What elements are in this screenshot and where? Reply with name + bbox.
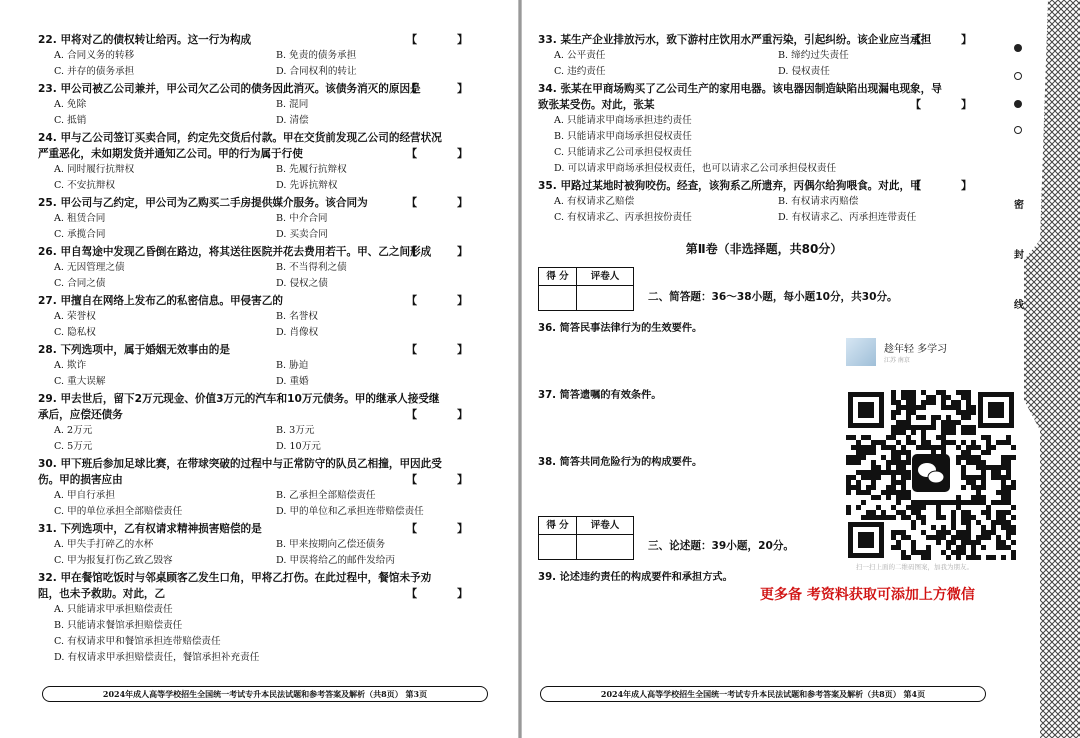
question-stem	[38, 32, 486, 48]
page-footer-right: 2024年成人高等学校招生全国统一考试专升本民法试题和参考答案及解析（共8页） 第4页	[540, 686, 986, 702]
question-block	[38, 195, 486, 243]
question-stem	[38, 130, 486, 162]
option-item: D. 清偿	[276, 115, 309, 126]
option-item: D. 合同权利的转让	[276, 66, 357, 77]
option-item: B. 胁迫	[276, 360, 309, 371]
option-item: C. 甲的单位承担全部赔偿责任	[54, 506, 183, 517]
question-text: 29. 甲去世后，留下2万元现金、价值3万元的汽车和10万元债务。甲的继承人接受继承后，应偿还债务	[38, 393, 440, 421]
question-text: 35. 甲路过某地时被狗咬伤。经查，该狗系乙所遗弃，丙偶尔给狗喂食。对此，甲	[538, 180, 921, 192]
option-item: D. 重婚	[276, 376, 309, 387]
option-item: D. 有权请求乙、丙承担连带责任	[778, 212, 917, 223]
option-item: B. 混同	[276, 99, 309, 110]
option-item: B. 甲来按期向乙偿还债务	[276, 539, 386, 550]
answer-bracket[interactable]: 【 】	[910, 33, 990, 46]
option-item: A. 无因管理之债	[54, 262, 125, 273]
option-item: A. 同时履行抗辩权	[54, 164, 135, 175]
question-text: 24. 甲与乙公司签订买卖合同，约定先交货后付款。甲在交货前发现乙公司的经营状况严重恶化，未如期发货并通知乙公司。甲的行为属于行使	[38, 132, 442, 160]
answer-bracket[interactable]: 【 】	[406, 522, 486, 535]
answer-bracket[interactable]: 【 】	[406, 245, 486, 258]
question-block	[538, 178, 990, 226]
option-item: B. 只能请求甲商场承担侵权责任	[554, 131, 692, 142]
options-list	[38, 537, 486, 569]
exam-page-3	[0, 0, 518, 738]
qr-finder-top-left	[848, 392, 884, 428]
grader-cell[interactable]	[577, 535, 633, 559]
answer-bracket[interactable]: 【 】	[406, 587, 486, 600]
option-item: B. 乙承担全部赔偿责任	[276, 490, 376, 501]
question-text: 23. 甲公司被乙公司兼并，甲公司欠乙公司的债务因此消灭。该债务消灭的原因是	[38, 83, 421, 95]
wechat-profile-card	[846, 338, 1016, 366]
qr-finder-bottom-left	[848, 522, 884, 558]
option-item: B. 中介合同	[276, 213, 328, 224]
score-row-part2	[538, 267, 990, 311]
question-list-left	[38, 32, 486, 666]
answer-bracket[interactable]: 【 】	[406, 33, 486, 46]
answer-bracket[interactable]: 【 】	[406, 82, 486, 95]
score-cell[interactable]	[539, 535, 577, 559]
question-block	[538, 32, 990, 80]
option-item: B. 缔约过失责任	[778, 50, 849, 61]
question-text: 26. 甲自驾途中发现乙昏倒在路边，将其送往医院并花去费用若干。甲、乙之间形成	[38, 246, 432, 258]
option-item: A. 免除	[54, 99, 87, 110]
question-38: 38. 简答共同危险行为的构成要件。	[538, 457, 703, 468]
question-block	[38, 391, 486, 455]
question-text: 27. 甲擅自在网络上发布乙的私密信息。甲侵害乙的	[38, 295, 283, 307]
option-item: C. 有权请求甲和餐馆承担连带赔偿责任	[54, 636, 221, 647]
options-list	[538, 48, 990, 80]
question-stem	[38, 456, 486, 488]
answer-bracket[interactable]: 【 】	[406, 343, 486, 356]
question-list-right	[538, 32, 990, 226]
answer-bracket[interactable]: 【 】	[406, 196, 486, 209]
option-item: C. 隐私权	[54, 327, 96, 338]
option-item: B. 有权请求丙赔偿	[778, 196, 859, 207]
options-list	[38, 260, 486, 292]
options-list	[38, 488, 486, 520]
binding-char: 封	[1014, 250, 1024, 261]
binding-char: 线	[1014, 300, 1024, 311]
option-item: B. 名誉权	[276, 311, 318, 322]
option-item: D. 甲的单位和乙承担连带赔偿责任	[276, 506, 424, 517]
question-stem	[38, 195, 486, 211]
wechat-icon	[912, 454, 950, 492]
option-item: D. 先诉抗辩权	[276, 180, 338, 191]
question-37: 37. 简答遗嘱的有效条件。	[538, 390, 662, 401]
grader-cell[interactable]	[577, 286, 633, 310]
options-list	[38, 162, 486, 194]
option-item: C. 违约责任	[554, 66, 606, 77]
question-block	[38, 130, 486, 194]
question-block	[38, 32, 486, 80]
option-item: D. 侵权责任	[778, 66, 830, 77]
option-item: D. 有权请求甲承担赔偿责任，餐馆承担补充责任	[54, 652, 260, 663]
qr-finder-top-right	[978, 392, 1014, 428]
answer-bracket[interactable]: 【 】	[406, 408, 486, 421]
option-item: B. 只能请求餐馆承担赔偿责任	[54, 620, 183, 631]
option-item: D. 买卖合同	[276, 229, 328, 240]
question-block	[38, 570, 486, 666]
score-box	[538, 267, 634, 311]
profile-location: 江苏 南京	[884, 357, 910, 364]
question-stem	[38, 570, 486, 602]
question-block	[38, 521, 486, 569]
option-item: B. 不当得利之债	[276, 262, 347, 273]
answer-bracket[interactable]: 【 】	[406, 147, 486, 160]
binding-hole	[1014, 72, 1022, 80]
answer-bracket[interactable]: 【 】	[406, 473, 486, 486]
question-stem	[538, 32, 990, 48]
question-block	[38, 456, 486, 520]
answer-bracket[interactable]: 【 】	[910, 179, 990, 192]
option-item: A. 甲自行承担	[54, 490, 115, 501]
binding-hole	[1014, 44, 1022, 52]
option-item: A. 荣誉权	[54, 311, 96, 322]
binding-hole	[1014, 126, 1022, 134]
question-stem	[38, 81, 486, 97]
question-stem	[38, 293, 486, 309]
part2-description: 二、简答题：36～38小题，每小题10分，共30分。	[648, 290, 898, 303]
option-item: A. 合同义务的转移	[54, 50, 135, 61]
question-block	[538, 81, 990, 177]
question-stem	[38, 391, 486, 423]
options-list	[38, 602, 486, 666]
question-stem	[538, 178, 990, 194]
option-item: A. 只能请求甲商场承担违约责任	[554, 115, 692, 126]
question-text: 34. 张某在甲商场购买了乙公司生产的家用电器。该电器因制造缺陷出现漏电现象，导致张某受伤。对此，张某	[538, 83, 942, 111]
grader-label: 评卷人	[577, 268, 633, 286]
promo-note: 更多备 考资料获取可添加上方微信	[760, 587, 975, 603]
option-item: A. 公平责任	[554, 50, 606, 61]
avatar	[846, 338, 876, 366]
page-footer-left: 2024年成人高等学校招生全国统一考试专升本民法试题和参考答案及解析（共8页） 第3页	[42, 686, 488, 702]
question-text: 30. 甲下班后参加足球比赛，在带球突破的过程中与正常防守的队员乙相撞，甲因此受伤。甲的损害应由	[38, 458, 442, 486]
qr-code[interactable]	[846, 390, 1016, 560]
option-item: B. 先履行抗辩权	[276, 164, 347, 175]
option-item: D. 侵权之债	[276, 278, 328, 289]
options-list	[538, 194, 990, 226]
profile-name: 趁年轻 多学习	[884, 344, 948, 355]
exam-page-4	[522, 0, 1010, 738]
options-list	[38, 97, 486, 129]
score-box	[538, 516, 634, 560]
question-block	[38, 81, 486, 129]
options-list	[38, 48, 486, 80]
option-item: D. 可以请求甲商场承担侵权责任，也可以请求乙公司承担侵权责任	[554, 163, 837, 174]
question-text: 22. 甲将对乙的债权转让给丙。这一行为构成	[38, 34, 252, 46]
option-item: A. 2万元	[54, 425, 93, 436]
option-item: C. 合同之债	[54, 278, 106, 289]
option-item: D. 甲误将给乙的邮件发给丙	[276, 555, 395, 566]
question-text: 32. 甲在餐馆吃饭时与邻桌顾客乙发生口角，甲将乙打伤。在此过程中，餐馆未予劝阻，也未予救助。对此，乙	[38, 572, 432, 600]
score-label: 得 分	[539, 268, 577, 286]
grader-label: 评卷人	[577, 517, 633, 535]
qr-caption: 扫一扫上面的二维码图案，加我为朋友。	[856, 563, 973, 571]
part3-description: 三、论述题：39小题，20分。	[648, 539, 795, 552]
option-item: B. 免责的债务承担	[276, 50, 357, 61]
question-block	[38, 244, 486, 292]
option-item: C. 承揽合同	[54, 229, 106, 240]
answer-bracket[interactable]: 【 】	[406, 294, 486, 307]
score-cell[interactable]	[539, 286, 577, 310]
binding-strip	[1010, 0, 1080, 738]
question-stem	[538, 81, 990, 113]
option-item: C. 不安抗辩权	[54, 180, 116, 191]
options-list	[38, 358, 486, 390]
question-text: 31. 下列选项中，乙有权请求精神损害赔偿的是	[38, 523, 262, 535]
option-item: A. 欺诈	[54, 360, 87, 371]
question-text: 25. 甲公司与乙约定，甲公司为乙购买二手房提供媒介服务。该合同为	[38, 197, 368, 209]
option-item: A. 甲失手打碎乙的水杯	[54, 539, 154, 550]
question-stem	[38, 521, 486, 537]
option-item: A. 租赁合同	[54, 213, 106, 224]
option-item: C. 抵销	[54, 115, 87, 126]
option-item: C. 5万元	[54, 441, 93, 452]
question-stem	[38, 244, 486, 260]
section-2-title: 第Ⅱ卷（非选择题，共80分）	[685, 242, 843, 256]
option-item: C. 只能请求乙公司承担侵权责任	[554, 147, 692, 158]
option-item: C. 并存的债务承担	[54, 66, 135, 77]
question-text: 28. 下列选项中，属于婚姻无效事由的是	[38, 344, 230, 356]
option-item: D. 肖像权	[276, 327, 319, 338]
options-list	[38, 211, 486, 243]
option-item: B. 3万元	[276, 425, 315, 436]
question-block	[38, 342, 486, 390]
question-text: 33. 某生产企业排放污水，致下游村庄饮用水严重污染，引起纠纷。该企业应当承担	[538, 34, 932, 46]
options-list	[38, 423, 486, 455]
question-36: 36. 简答民事法律行为的生效要件。	[538, 323, 703, 334]
options-list	[38, 309, 486, 341]
question-39: 39. 论述违约责任的构成要件和承担方式。	[538, 572, 733, 583]
option-item: C. 重大误解	[54, 376, 106, 387]
option-item: A. 有权请求乙赔偿	[554, 196, 635, 207]
question-block	[38, 293, 486, 341]
options-list	[538, 113, 990, 177]
binding-char: 密	[1014, 200, 1024, 211]
option-item: A. 只能请求甲承担赔偿责任	[54, 604, 173, 615]
question-stem	[38, 342, 486, 358]
option-item: D. 10万元	[276, 441, 321, 452]
answer-bracket[interactable]: 【 】	[910, 98, 990, 111]
binding-hole	[1014, 100, 1022, 108]
score-label: 得 分	[539, 517, 577, 535]
option-item: C. 有权请求乙、丙承担按份责任	[554, 212, 692, 223]
option-item: C. 甲为报复打伤乙致乙毁容	[54, 555, 173, 566]
